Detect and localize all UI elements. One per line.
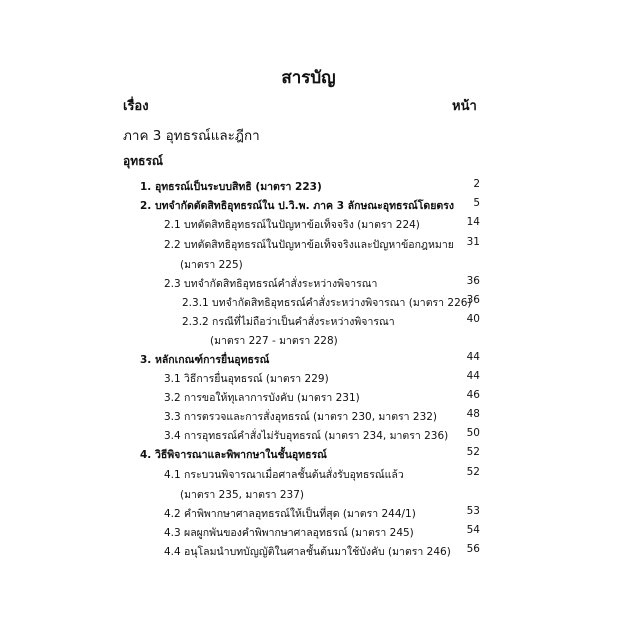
toc-entry-page: 40 (466, 313, 480, 325)
toc-entry (0, 389, 617, 407)
toc-entry-text: 3.2 การขอให้ทุเลาการบังคับ (มาตรา 231) (164, 392, 360, 404)
toc-entry-page: 5 (473, 197, 480, 209)
toc-entry (0, 236, 617, 254)
toc-entry (0, 486, 617, 504)
toc-entry-text: (มาตรา 225) (180, 259, 243, 271)
toc-entry-text: 4.4 อนุโลมนำบทบัญญัติในศาลชั้นต้นมาใช้บังคับ (มาตรา 246) (164, 546, 451, 558)
toc-entry (0, 370, 617, 388)
toc-entry-page: 44 (466, 351, 480, 363)
toc-entry-page: 53 (466, 505, 480, 517)
toc-entry (0, 543, 617, 561)
toc-entry (0, 351, 617, 369)
part-heading: ภาค 3 อุทธรณ์และฎีกา (123, 128, 260, 144)
toc-entry (0, 408, 617, 426)
toc-entry-text: 2.1 บทตัดสิทธิอุทธรณ์ในปัญหาข้อเท็จจริง (มาตรา 224) (164, 219, 420, 231)
toc-entry-text: 3.3 การตรวจและการสั่งอุทธรณ์ (มาตรา 230, มาตรา 232) (164, 411, 438, 423)
toc-entry-text: 3. หลักเกณฑ์การยื่นอุทธรณ์ (140, 354, 270, 366)
toc-entry-page: 31 (466, 236, 480, 248)
toc-entry-text: 2.2 บทตัดสิทธิอุทธรณ์ในปัญหาข้อเท็จจริงและปัญหาข้อกฎหมาย (164, 239, 454, 251)
toc-entry-text: (มาตรา 235, มาตรา 237) (180, 489, 304, 501)
toc-entry-page: 14 (466, 216, 480, 228)
toc-entry-text: 2.3.1 บทจำกัดสิทธิอุทธรณ์คำสั่งระหว่างพิจารณา (มาตรา 226) (182, 297, 472, 309)
toc-entry-page: 36 (466, 275, 480, 287)
toc-entry (0, 178, 617, 196)
toc-entry-text: 2. บทจำกัดตัดสิทธิอุทธรณ์ใน ป.วิ.พ. ภาค 3 ลักษณะอุทธรณ์โดยตรง (140, 200, 454, 212)
toc-entry-page: 52 (466, 466, 480, 478)
topic-column-header: เรื่อง (123, 99, 149, 114)
toc-entry (0, 427, 617, 445)
page-title: สารบัญ (281, 68, 336, 88)
toc-entry-text: 4.2 คำพิพากษาศาลอุทธรณ์ให้เป็นที่สุด (มาตรา 244/1) (164, 508, 416, 520)
toc-entry-page: 56 (466, 543, 480, 555)
toc-entry-page: 50 (466, 427, 480, 439)
toc-entry-text: (มาตรา 227 - มาตรา 228) (210, 335, 338, 347)
toc-entry-page: 36 (466, 294, 480, 306)
toc-entry-text: 4.1 กระบวนพิจารณาเมื่อศาลชั้นต้นสั่งรับอุทธรณ์แล้ว (164, 469, 404, 481)
toc-entry-text: 3.1 วิธีการยื่นอุทธรณ์ (มาตรา 229) (164, 373, 329, 385)
toc-entry-text: 2.3 บทจำกัดสิทธิอุทธรณ์คำสั่งระหว่างพิจารณา (164, 278, 378, 290)
toc-entry (0, 216, 617, 234)
toc-entry (0, 505, 617, 523)
toc-entry (0, 197, 617, 215)
toc-entry-text: 1. อุทธรณ์เป็นระบบสิทธิ (มาตรา 223) (140, 181, 322, 193)
section-heading: อุทธรณ์ (123, 154, 164, 168)
toc-entry-page: 48 (466, 408, 480, 420)
toc-entry (0, 466, 617, 484)
toc-entry-page: 46 (466, 389, 480, 401)
page-column-header: หน้า (452, 99, 477, 114)
toc-entry (0, 332, 617, 350)
toc-entry-page: 44 (466, 370, 480, 382)
toc-entry (0, 294, 617, 312)
toc-entry (0, 275, 617, 293)
toc-entry-text: 3.4 การอุทธรณ์คำสั่งไม่รับอุทธรณ์ (มาตรา 234, มาตรา 236) (164, 430, 449, 442)
toc-entry (0, 313, 617, 331)
toc-entry-text: 4. วิธีพิจารณาและพิพากษาในชั้นอุทธรณ์ (140, 449, 327, 461)
toc-entry (0, 256, 617, 274)
toc-entry-page: 54 (466, 524, 480, 536)
toc-entry-text: 4.3 ผลผูกพันของคำพิพากษาศาลอุทธรณ์ (มาตรา 245) (164, 527, 414, 539)
toc-entry-page: 52 (466, 446, 480, 458)
toc-entry (0, 524, 617, 542)
toc-entry-page: 2 (473, 178, 480, 190)
toc-entry (0, 446, 617, 464)
toc-entry-text: 2.3.2 กรณีที่ไม่ถือว่าเป็นคำสั่งระหว่างพิจารณา (182, 316, 395, 328)
